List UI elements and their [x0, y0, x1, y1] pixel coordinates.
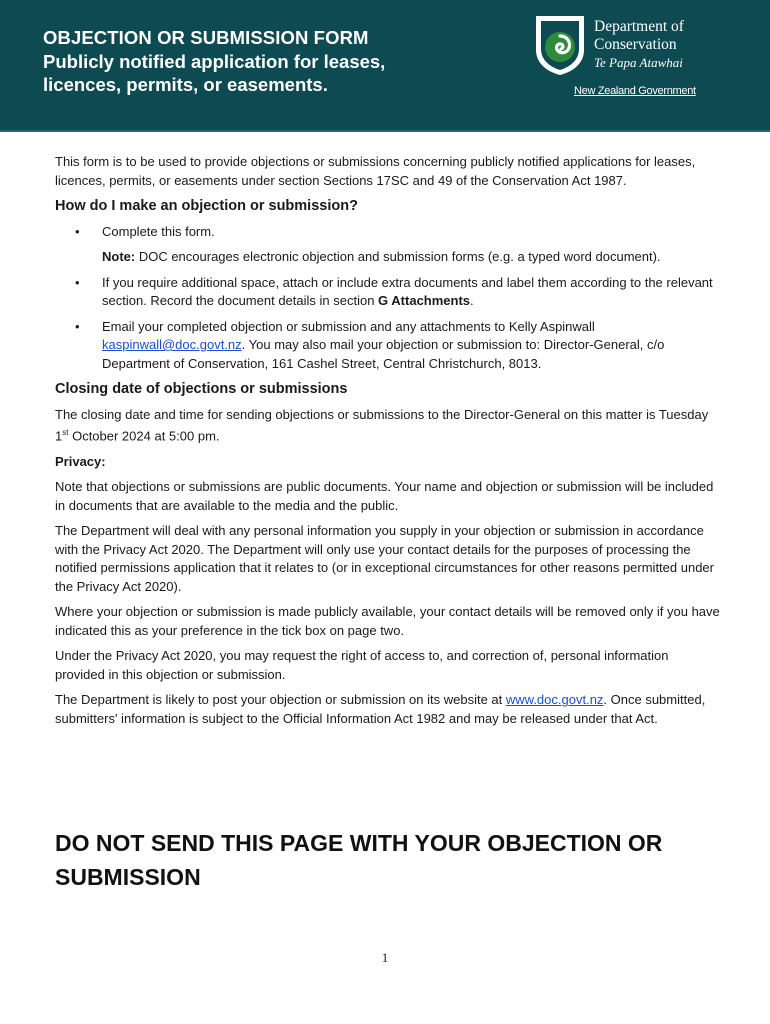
note-paragraph — [55, 248, 720, 267]
list-item — [55, 223, 720, 242]
bullet-1-text: Complete this form. — [102, 223, 215, 239]
privacy-paragraph-2: The Department will deal with any personal information you supply in your objection or submission in accordance with the Privacy Act 2020. The Department will only use your contact details for the purposes of processing the notified permissions application that it relates to (or in exceptional circumstances for other reasons permitted under the Privacy Act 2020). — [55, 523, 714, 594]
form-title: OBJECTION OR SUBMISSION FORM — [43, 27, 369, 48]
intro-paragraph: This form is to be used to provide objections or submissions concerning publicly notified applications for leases, licences, permits, or easements under section Sections 17SC and 49 of the Conservation Act 1987. — [55, 154, 696, 188]
page-number: 1 — [381, 950, 389, 965]
bullet-icon: • — [75, 318, 80, 334]
list-item — [55, 274, 720, 311]
bullet-3-pre: Email your completed objection or submission and any attachments to Kelly Aspinwall — [102, 318, 595, 334]
form-content — [55, 153, 720, 735]
privacy-paragraph-4: Under the Privacy Act 2020, you may request the right of access to, and correction of, personal information provided in this objection or submission. — [55, 648, 669, 682]
privacy-paragraph-5 — [55, 691, 720, 728]
privacy-heading: Privacy: — [55, 453, 106, 469]
form-subtitle: Publicly notified application for leases, licences, permits, or easements. — [43, 51, 386, 95]
bullet-2-end: . — [470, 293, 474, 308]
dept-line-2: Conservation — [594, 36, 677, 53]
privacy-paragraph-1: Note that objections or submissions are public documents. Your name and objection or submission will be included in documents that are available to the media and the public. — [55, 479, 714, 513]
nz-government-text: New Zealand Government — [574, 85, 696, 97]
bullet-icon: • — [75, 223, 80, 239]
p5-pre: The Department is likely to post your objection or submission on its website at — [55, 692, 506, 708]
email-link[interactable]: kaspinwall@doc.govt.nz — [102, 337, 242, 352]
p5-post: . Once submitted, submitters' information is subject to the Official Information Act 1982 and may be released under that Act. — [55, 692, 706, 726]
bullet-2-text: If you require additional space, attach or include extra documents and label them according to the relevant section. Record the document details in section — [102, 274, 713, 308]
how-heading: How do I make an objection or submission? — [55, 198, 358, 214]
attachments-section-ref: G Attachments — [378, 293, 471, 308]
privacy-paragraph-3: Where your objection or submission is made publicly available, your contact details will be removed only if you have indicated this as your preference in the tick box on page two. — [55, 604, 720, 638]
note-label: Note: — [102, 249, 136, 264]
do-not-send-warning: DO NOT SEND THIS PAGE WITH YOUR OBJECTION OR SUBMISSION — [55, 830, 663, 890]
note-text: DOC encourages electronic objection and submission forms (e.g. a typed word document). — [135, 249, 661, 264]
closing-text-post: October 2024 at 5:00 pm. — [68, 428, 220, 444]
bullet-icon: • — [75, 274, 80, 290]
doc-logo-icon — [534, 14, 586, 76]
list-item — [55, 318, 720, 374]
bullet-3-post: . You may also mail your objection or submission to: Director-General, c/o Department of Conservation, 161 Cashel Street, Central Christchurch, 8013. — [102, 337, 665, 371]
closing-heading: Closing date of objections or submissions — [55, 381, 348, 397]
department-name — [594, 18, 684, 72]
dept-maori-name: Te Papa Atawhai — [594, 55, 683, 70]
closing-text-pre: The closing date and time for sending objections or submissions to the Director-General on this matter is Tuesday 1 — [55, 406, 709, 444]
nz-government-logo — [574, 85, 696, 97]
closing-paragraph — [55, 406, 720, 446]
closing-sup: st — [62, 428, 69, 437]
header-banner — [0, 0, 770, 132]
dept-line-1: Department of — [594, 18, 684, 35]
website-link[interactable]: www.doc.govt.nz — [505, 692, 604, 708]
